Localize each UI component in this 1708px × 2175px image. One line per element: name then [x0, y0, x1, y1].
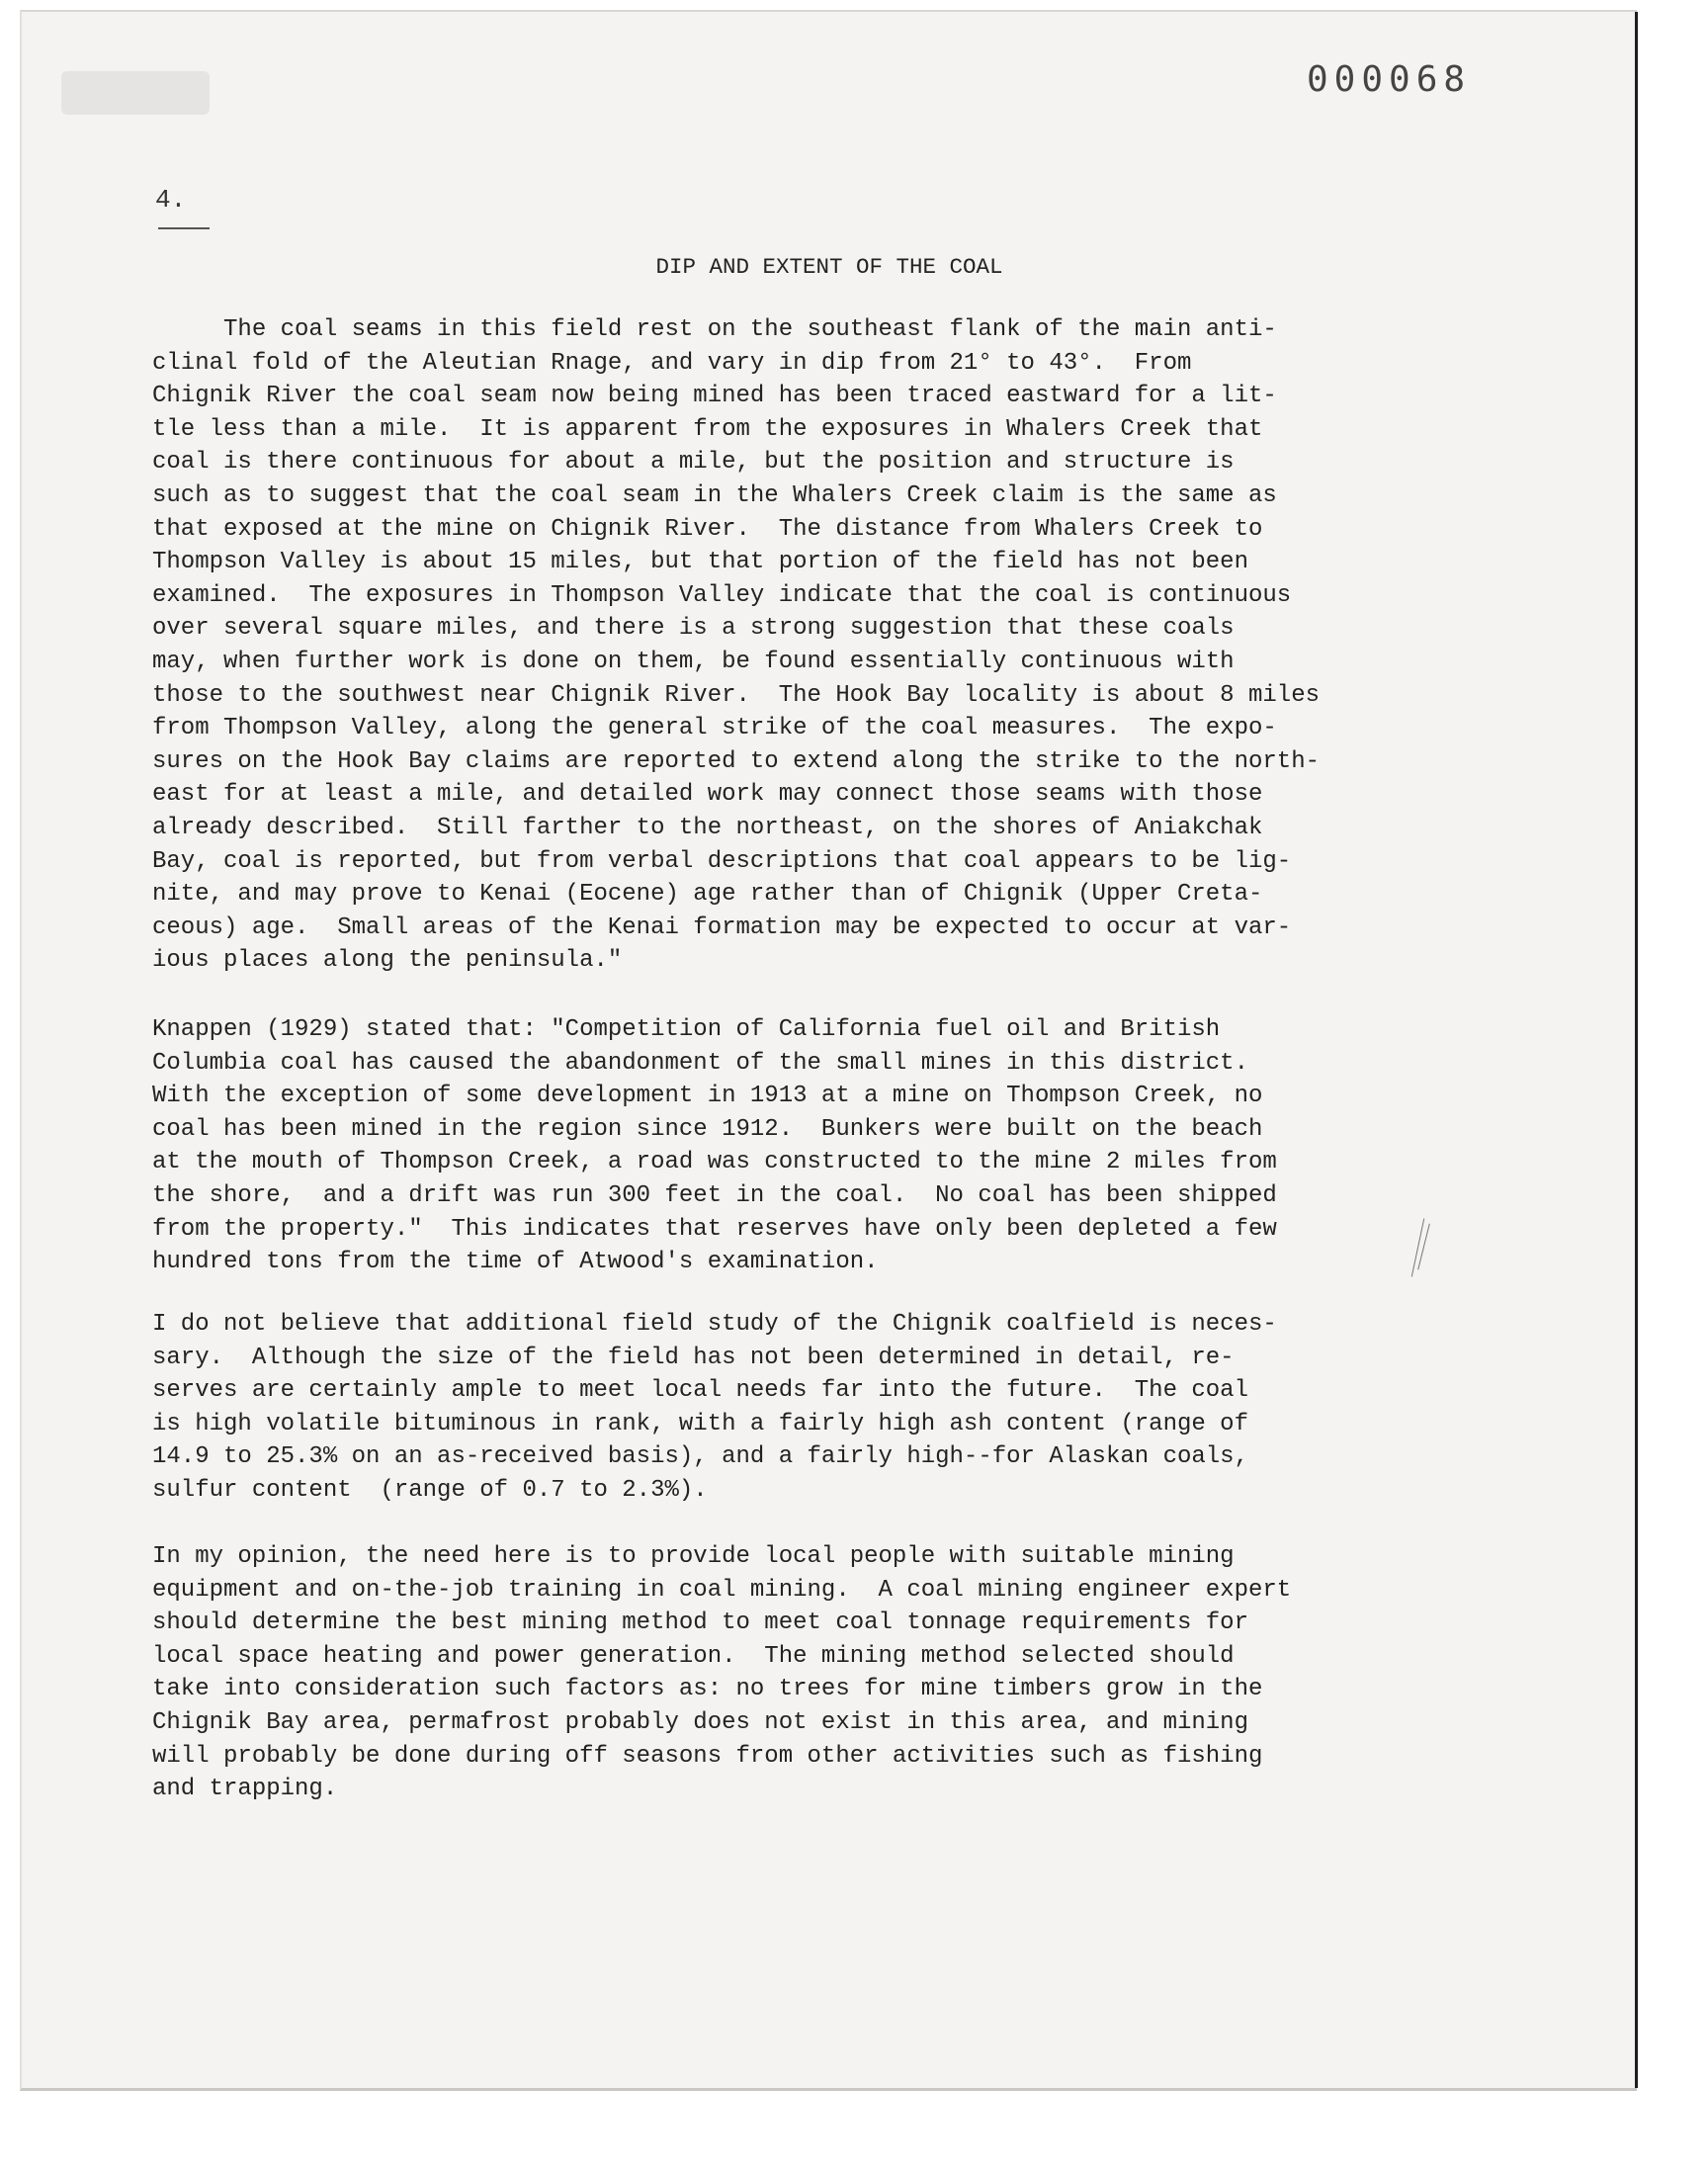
paragraph-field-study: I do not believe that additional field study of the Chignik coalfield is neces- sary. Although the size of the field has not been determined in detail, re- serves are certainly ample to meet local needs far into the future. The coal is high volatile bituminous in rank, with a fairly high ash content (range of 14.9 to 25.3% on an as-received basis), and a fairly high--for Alaskan coals, sulfur content (range of 0.7 to 2.3%). — [152, 1311, 1277, 1504]
page-number: 4. — [155, 185, 187, 215]
paragraph-knappen-quote: Knappen (1929) stated that: "Competition of California fuel oil and British Columbia coal has caused the abandonment of the small mines in this district. With the exception of some development in 1913 at a mine on Thompson Creek, no coal has been mined in the region since 1912. Bunkers were built on the beach at the mouth of Thompson Creek, a road was constructed to the mine 2 miles from the shore, and a drift was run 300 feet in the coal. No coal has been shipped from the property." This indicates that reserves have only been depleted a few hundred tons from the time of Atwood's examination. — [152, 1016, 1277, 1276]
page-number-underline — [158, 227, 210, 229]
document-number: 000068 — [1307, 59, 1472, 100]
pencil-mark — [1417, 1224, 1430, 1270]
scanned-page — [20, 10, 1637, 2091]
paragraph-opinion: In my opinion, the need here is to provide local people with suitable mining equipment and on-the-job training in coal mining. A coal mining engineer expert should determine the best mining method to meet coal tonnage requirements for local space heating and power generation. The mining method selected should take into consideration such factors as: no trees for mine timbers grow in the Chignik Bay area, permafrost probably does not exist in this area, and mining will probably be done during off seasons from other activities such as fishing and trapping. — [152, 1543, 1292, 1803]
scan-smudge — [61, 71, 210, 115]
paragraph-dip-extent: The coal seams in this field rest on the southeast flank of the main anti- clinal fold of the Aleutian Rnage, and vary in dip from 21° to 43°. From Chignik River the coal seam now being mined has been traced eastward for a lit- tle less than a mile. It is apparent from the exposures in Whalers Creek that coal is there continuous for about a mile, but the position and structure is such as to suggest that the coal seam in the Whalers Creek claim is the same as that exposed at the mine on Chignik River. The distance from Whalers Creek to Thompson Valley is about 15 miles, but that portion of the field has not been examined. The exposures in Thompson Valley indicate that the coal is continuous over several square miles, and there is a strong suggestion that these coals may, when further work is done on them, be found essentially continuous with those to the southwest near Chignik River. The Hook Bay locality is about 8 miles from Thompson Valley, along the general strike of the coal measures. The expo- sures on the Hook Bay claims are reported to extend along the strike to the north- east for at least a mile, and detailed work may connect those seams with those already described. Still farther to the northeast, on the shores of Aniakchak Bay, coal is reported, but from verbal descriptions that coal appears to be lig- nite, and may prove to Kenai (Eocene) age rather than of Chignik (Upper Creta- ceous) age. Small areas of the Kenai formation may be expected to occur at var- ious places along the peninsula." — [152, 316, 1320, 975]
page-edge-rule — [1635, 12, 1638, 2088]
section-heading: DIP AND EXTENT OF THE COAL — [655, 254, 1003, 280]
